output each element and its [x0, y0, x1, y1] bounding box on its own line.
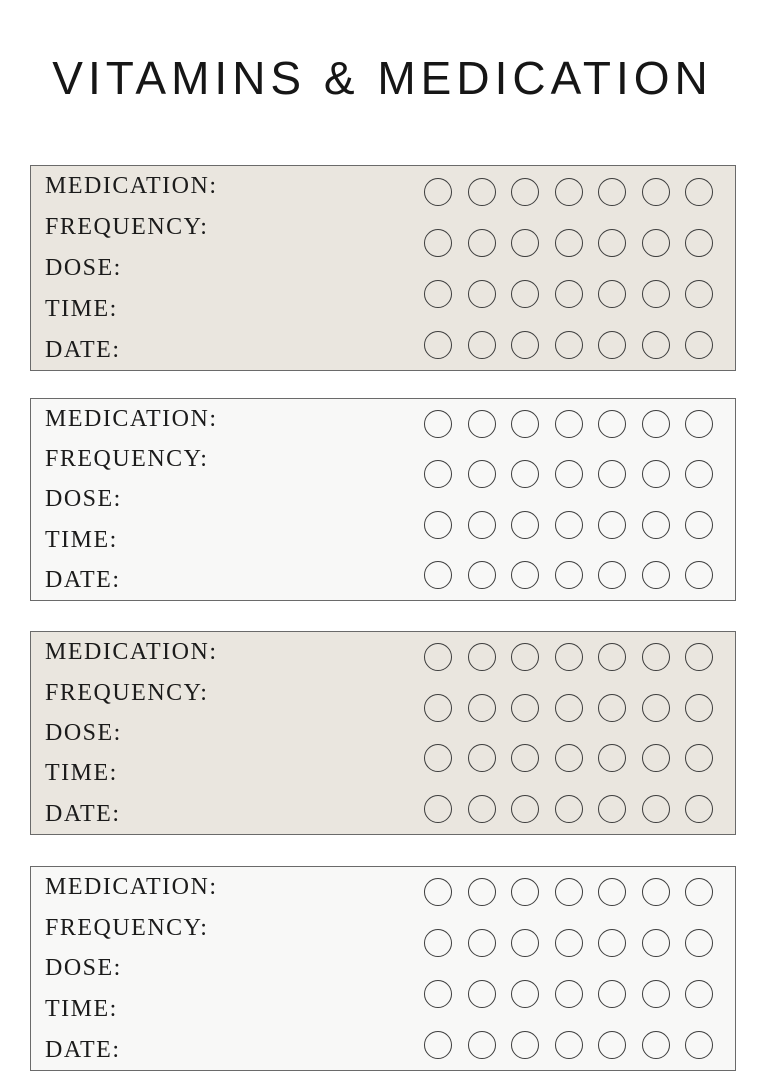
- time-label: TIME:: [45, 996, 118, 1023]
- tracker-circle[interactable]: [598, 929, 626, 957]
- tracker-circle[interactable]: [511, 410, 539, 438]
- tracker-circle[interactable]: [598, 795, 626, 823]
- tracker-circle[interactable]: [555, 460, 583, 488]
- tracker-circle[interactable]: [468, 229, 496, 257]
- dose-label: DOSE:: [45, 719, 122, 746]
- medication-card-3: [30, 631, 736, 835]
- tracker-circle[interactable]: [424, 1031, 452, 1059]
- tracker-circle[interactable]: [468, 980, 496, 1008]
- tracker-circle[interactable]: [685, 229, 713, 257]
- medication-label: MEDICATION:: [45, 639, 218, 666]
- tracker-circle[interactable]: [511, 229, 539, 257]
- tracker-circle[interactable]: [424, 410, 452, 438]
- tracker-circle[interactable]: [424, 929, 452, 957]
- circle-row: [424, 643, 713, 671]
- tracker-circle[interactable]: [555, 929, 583, 957]
- tracker-circle[interactable]: [424, 744, 452, 772]
- tracker-circle[interactable]: [642, 744, 670, 772]
- tracker-circle[interactable]: [685, 744, 713, 772]
- tracker-circle[interactable]: [511, 178, 539, 206]
- tracker-circle[interactable]: [424, 280, 452, 308]
- dose-label: DOSE:: [45, 254, 122, 281]
- tracker-circle[interactable]: [555, 410, 583, 438]
- tracker-circle[interactable]: [642, 929, 670, 957]
- tracker-circle[interactable]: [555, 178, 583, 206]
- tracker-circle[interactable]: [642, 331, 670, 359]
- tracker-circle[interactable]: [555, 795, 583, 823]
- tracker-circle[interactable]: [511, 460, 539, 488]
- tracker-circle[interactable]: [468, 744, 496, 772]
- tracker-circle[interactable]: [424, 229, 452, 257]
- circle-row: [424, 795, 713, 823]
- tracker-circle[interactable]: [511, 929, 539, 957]
- circle-row: [424, 331, 713, 359]
- medication-label: MEDICATION:: [45, 406, 218, 433]
- tracker-circle[interactable]: [424, 643, 452, 671]
- tracker-circle[interactable]: [555, 1031, 583, 1059]
- frequency-label: FREQUENCY:: [45, 914, 209, 941]
- circle-row: [424, 229, 713, 257]
- tracker-circle[interactable]: [511, 694, 539, 722]
- medication-label: MEDICATION:: [45, 874, 218, 901]
- tracker-circle[interactable]: [642, 694, 670, 722]
- tracker-circle[interactable]: [598, 178, 626, 206]
- tracker-circle[interactable]: [642, 878, 670, 906]
- tracker-circle[interactable]: [511, 331, 539, 359]
- tracker-circle[interactable]: [598, 511, 626, 539]
- circle-row: [424, 878, 713, 906]
- tracker-circle[interactable]: [685, 980, 713, 1008]
- tracker-circle[interactable]: [511, 980, 539, 1008]
- tracker-circle[interactable]: [598, 878, 626, 906]
- tracker-circle-grid: [424, 867, 713, 1070]
- frequency-label: FREQUENCY:: [45, 679, 209, 706]
- tracker-circle[interactable]: [642, 1031, 670, 1059]
- circle-row: [424, 744, 713, 772]
- tracker-circle[interactable]: [468, 410, 496, 438]
- tracker-circle-grid: [424, 166, 713, 370]
- tracker-circle[interactable]: [424, 980, 452, 1008]
- tracker-circle[interactable]: [555, 280, 583, 308]
- tracker-circle[interactable]: [424, 561, 452, 589]
- tracker-circle[interactable]: [685, 878, 713, 906]
- tracker-circle[interactable]: [598, 561, 626, 589]
- tracker-circle-grid: [424, 399, 713, 600]
- time-label: TIME:: [45, 526, 118, 553]
- tracker-circle[interactable]: [642, 410, 670, 438]
- circle-row: [424, 929, 713, 957]
- tracker-circle[interactable]: [555, 331, 583, 359]
- tracker-circle[interactable]: [642, 229, 670, 257]
- tracker-circle[interactable]: [642, 280, 670, 308]
- tracker-circle[interactable]: [685, 280, 713, 308]
- tracker-circle[interactable]: [424, 511, 452, 539]
- dose-label: DOSE:: [45, 486, 122, 513]
- tracker-circle[interactable]: [642, 795, 670, 823]
- tracker-circle[interactable]: [598, 1031, 626, 1059]
- tracker-circle[interactable]: [555, 744, 583, 772]
- tracker-circle[interactable]: [424, 694, 452, 722]
- tracker-circle-grid: [424, 632, 713, 834]
- tracker-circle[interactable]: [511, 1031, 539, 1059]
- circle-row: [424, 561, 713, 589]
- tracker-circle[interactable]: [468, 561, 496, 589]
- tracker-circle[interactable]: [555, 878, 583, 906]
- tracker-circle[interactable]: [598, 744, 626, 772]
- tracker-circle[interactable]: [555, 511, 583, 539]
- circle-row: [424, 178, 713, 206]
- time-label: TIME:: [45, 295, 118, 322]
- tracker-circle[interactable]: [468, 331, 496, 359]
- tracker-circle[interactable]: [555, 643, 583, 671]
- field-labels: [45, 632, 218, 834]
- tracker-circle[interactable]: [468, 178, 496, 206]
- tracker-circle[interactable]: [511, 795, 539, 823]
- tracker-circle[interactable]: [598, 410, 626, 438]
- tracker-circle[interactable]: [685, 1031, 713, 1059]
- circle-row: [424, 511, 713, 539]
- field-labels: [45, 399, 218, 600]
- date-label: DATE:: [45, 1036, 121, 1063]
- tracker-circle[interactable]: [424, 878, 452, 906]
- tracker-circle[interactable]: [424, 178, 452, 206]
- frequency-label: FREQUENCY:: [45, 446, 209, 473]
- tracker-circle[interactable]: [468, 795, 496, 823]
- tracker-circle[interactable]: [685, 561, 713, 589]
- frequency-label: FREQUENCY:: [45, 214, 209, 241]
- medication-card-2: [30, 398, 736, 601]
- tracker-circle[interactable]: [468, 511, 496, 539]
- tracker-circle[interactable]: [555, 980, 583, 1008]
- tracker-circle[interactable]: [468, 460, 496, 488]
- tracker-circle[interactable]: [468, 878, 496, 906]
- tracker-circle[interactable]: [642, 561, 670, 589]
- medication-card-4: [30, 866, 736, 1071]
- tracker-circle[interactable]: [555, 694, 583, 722]
- medication-card-1: [30, 165, 736, 371]
- tracker-circle[interactable]: [642, 511, 670, 539]
- circle-row: [424, 694, 713, 722]
- tracker-circle[interactable]: [598, 229, 626, 257]
- circle-row: [424, 460, 713, 488]
- tracker-circle[interactable]: [642, 178, 670, 206]
- tracker-circle[interactable]: [511, 878, 539, 906]
- medication-label: MEDICATION:: [45, 173, 218, 200]
- tracker-circle[interactable]: [424, 331, 452, 359]
- date-label: DATE:: [45, 800, 121, 827]
- tracker-circle[interactable]: [642, 460, 670, 488]
- page-title: VITAMINS & MEDICATION: [52, 52, 713, 104]
- tracker-circle[interactable]: [685, 410, 713, 438]
- tracker-circle[interactable]: [468, 694, 496, 722]
- tracker-circle[interactable]: [685, 929, 713, 957]
- time-label: TIME:: [45, 760, 118, 787]
- tracker-circle[interactable]: [511, 561, 539, 589]
- tracker-circle[interactable]: [598, 980, 626, 1008]
- field-labels: [45, 867, 218, 1070]
- tracker-circle[interactable]: [685, 694, 713, 722]
- tracker-circle[interactable]: [642, 980, 670, 1008]
- tracker-circle[interactable]: [555, 561, 583, 589]
- tracker-circle[interactable]: [685, 511, 713, 539]
- tracker-circle[interactable]: [468, 929, 496, 957]
- tracker-circle[interactable]: [468, 1031, 496, 1059]
- tracker-circle[interactable]: [468, 280, 496, 308]
- tracker-circle[interactable]: [468, 643, 496, 671]
- tracker-circle[interactable]: [598, 460, 626, 488]
- circle-row: [424, 980, 713, 1008]
- circle-row: [424, 410, 713, 438]
- dose-label: DOSE:: [45, 955, 122, 982]
- tracker-circle[interactable]: [424, 460, 452, 488]
- tracker-circle[interactable]: [511, 280, 539, 308]
- tracker-circle[interactable]: [685, 331, 713, 359]
- tracker-circle[interactable]: [555, 229, 583, 257]
- tracker-circle[interactable]: [685, 178, 713, 206]
- tracker-circle[interactable]: [598, 331, 626, 359]
- tracker-circle[interactable]: [511, 643, 539, 671]
- tracker-circle[interactable]: [598, 694, 626, 722]
- tracker-circle[interactable]: [685, 643, 713, 671]
- date-label: DATE:: [45, 336, 121, 363]
- circle-row: [424, 1031, 713, 1059]
- tracker-circle[interactable]: [685, 460, 713, 488]
- date-label: DATE:: [45, 566, 121, 593]
- tracker-circle[interactable]: [424, 795, 452, 823]
- tracker-circle[interactable]: [511, 744, 539, 772]
- tracker-circle[interactable]: [685, 795, 713, 823]
- tracker-circle[interactable]: [642, 643, 670, 671]
- tracker-circle[interactable]: [598, 643, 626, 671]
- circle-row: [424, 280, 713, 308]
- tracker-circle[interactable]: [598, 280, 626, 308]
- tracker-circle[interactable]: [511, 511, 539, 539]
- field-labels: [45, 166, 218, 370]
